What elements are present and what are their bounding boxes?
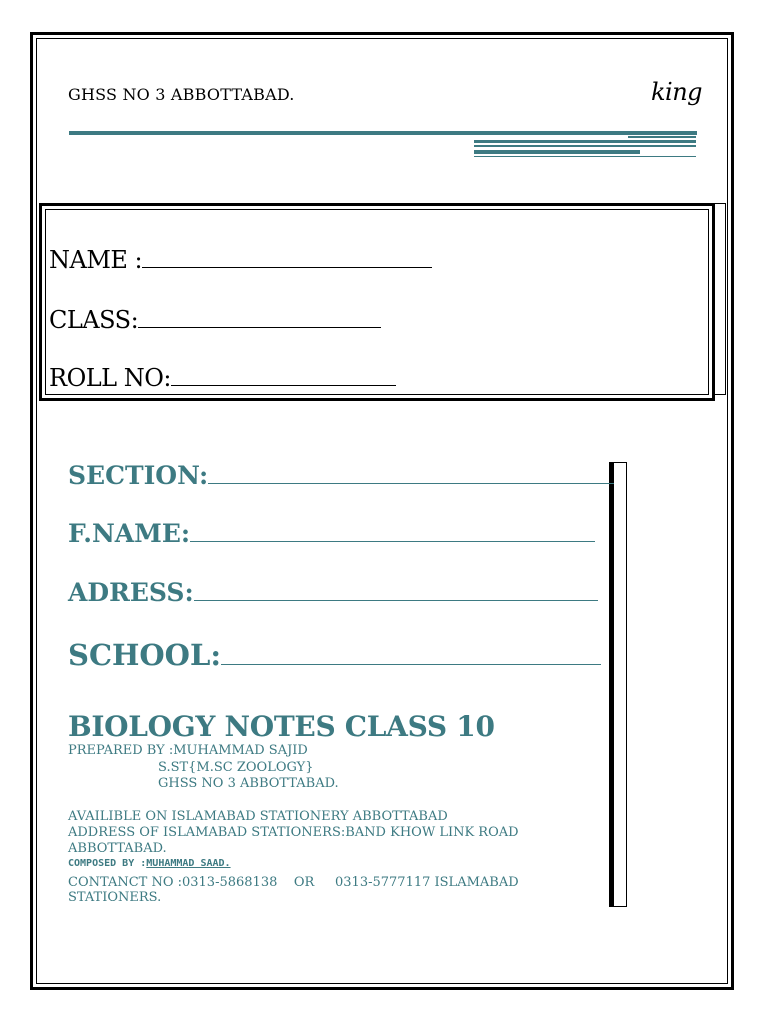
header-rule <box>69 131 697 135</box>
student-info-box-shadow <box>714 203 726 395</box>
composer-name: MUHAMMAD SAAD. <box>146 858 231 869</box>
document-title: BIOLOGY NOTES CLASS 10 <box>68 710 495 743</box>
contact-stationers: STATIONERS. <box>68 890 162 905</box>
father-name-blank-line <box>190 539 595 542</box>
prepared-by: PREPARED BY :MUHAMMAD SAJID <box>68 743 308 758</box>
section-field <box>68 461 614 490</box>
roll-no-label: ROLL NO: <box>49 364 172 392</box>
prepared-school: GHSS NO 3 ABBOTTABAD. <box>158 776 339 791</box>
section-label: SECTION: <box>68 461 209 490</box>
composed-label: COMPOSED BY : <box>68 858 147 869</box>
header-rule-accent <box>628 136 696 138</box>
roll-no-field <box>49 364 396 392</box>
contact-numbers: CONTANCT NO :0313-5868138 OR 0313-5777117 ISLAMABAD <box>68 875 519 890</box>
address-label: ADRESS: <box>68 578 194 607</box>
stationers-address: ADDRESS OF ISLAMABAD STATIONERS:BAND KHOW LINK ROAD <box>68 825 519 840</box>
class-field <box>49 306 381 334</box>
stationers-city: ABBOTTABAD. <box>68 841 167 856</box>
header-signature: king <box>651 78 703 106</box>
father-name-label: F.NAME: <box>68 519 191 548</box>
address-field <box>68 578 598 607</box>
section-side-bar-outline <box>614 462 627 907</box>
address-blank-line <box>194 598 598 601</box>
header-school-name: GHSS NO 3 ABBOTTABAD. <box>68 85 295 104</box>
name-label: NAME : <box>49 246 143 274</box>
school-blank-line <box>221 662 601 665</box>
header-rule-stripe <box>474 150 640 154</box>
composed-by <box>68 858 231 869</box>
roll-no-blank-line <box>171 383 396 386</box>
father-name-field <box>68 519 595 548</box>
name-field <box>49 246 432 274</box>
name-blank-line <box>142 265 432 268</box>
availability-line: AVAILIBLE ON ISLAMABAD STATIONERY ABBOTTABAD <box>68 809 448 824</box>
section-blank-line <box>208 481 614 484</box>
prepared-qualification: S.ST{M.SC ZOOLOGY} <box>158 760 314 775</box>
class-blank-line <box>138 325 381 328</box>
class-label: CLASS: <box>49 306 139 334</box>
header-rule-stripe <box>474 140 696 143</box>
header-rule-stripe <box>474 156 696 157</box>
school-field <box>68 638 601 672</box>
header-rule-stripe <box>474 145 696 147</box>
school-label: SCHOOL: <box>68 638 222 672</box>
